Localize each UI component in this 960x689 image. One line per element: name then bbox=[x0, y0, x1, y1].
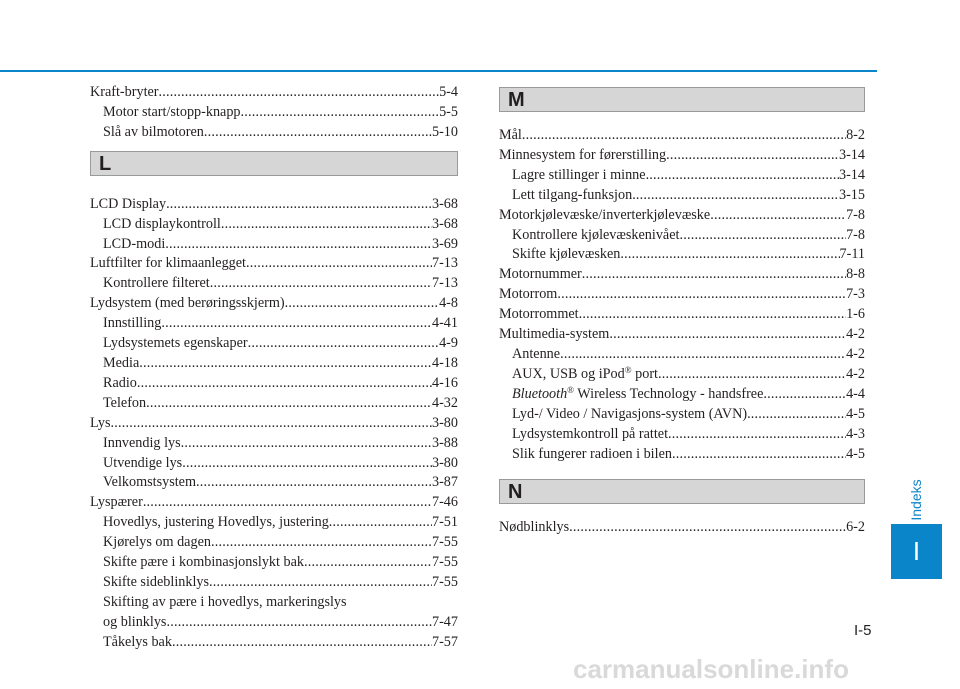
page-number: I-5 bbox=[854, 622, 872, 639]
index-subentry[interactable]: Motor start/stopp-knapp ..... 5-5 bbox=[90, 103, 458, 123]
index-subentry[interactable]: Hovedlys, justering Hovedlys, justering ..... 7-51 bbox=[90, 513, 458, 533]
index-entry[interactable]: Kraft-bryter ..... 5-4 bbox=[90, 83, 458, 103]
index-entry[interactable]: Lys ..... 3-80 bbox=[90, 414, 458, 434]
index-subentry[interactable]: Slik fungerer radioen i bilen ..... 4-5 bbox=[499, 445, 865, 465]
section-header-l: L bbox=[90, 151, 458, 176]
header-rule bbox=[0, 70, 877, 72]
index-entry[interactable]: Minnesystem for førerstilling ..... 3-14 bbox=[499, 146, 865, 166]
index-side-label: Indeks bbox=[908, 479, 924, 521]
section-header-m: M bbox=[499, 87, 865, 112]
index-entry[interactable]: Mål ..... 8-2 bbox=[499, 126, 865, 146]
index-entry[interactable]: Motorkjølevæske/inverterkjølevæske ..... 7-8 bbox=[499, 206, 865, 226]
index-entry[interactable]: LCD Display ..... 3-68 bbox=[90, 195, 458, 215]
index-subentry[interactable]: Telefon ..... 4-32 bbox=[90, 394, 458, 414]
index-subentry[interactable]: Skifting av pære i hovedlys, markeringslys bbox=[103, 593, 347, 610]
index-subentry[interactable]: og blinklys ..... 7-47 bbox=[90, 613, 458, 633]
index-entry[interactable]: Lyspærer ..... 7-46 bbox=[90, 493, 458, 513]
index-column-left bbox=[90, 83, 458, 653]
index-subentry[interactable]: Antenne ..... 4-2 bbox=[499, 345, 865, 365]
index-subentry[interactable]: Velkomstsystem ..... 3-87 bbox=[90, 473, 458, 493]
index-entry[interactable]: Nødblinklys ..... 6-2 bbox=[499, 518, 865, 538]
index-tab[interactable]: I bbox=[891, 524, 942, 579]
index-subentry[interactable]: Tåkelys bak ..... 7-57 bbox=[90, 633, 458, 653]
index-subentry[interactable]: Lyd-/ Video / Navigasjons-system (AVN) ..... 4-5 bbox=[499, 405, 865, 425]
index-subentry[interactable]: Kjørelys om dagen ..... 7-55 bbox=[90, 533, 458, 553]
index-subentry[interactable]: Innvendig lys ..... 3-88 bbox=[90, 434, 458, 454]
index-subentry[interactable]: Lagre stillinger i minne ..... 3-14 bbox=[499, 166, 865, 186]
index-subentry[interactable]: Slå av bilmotoren ..... 5-10 bbox=[90, 123, 458, 143]
watermark: carmanualsonline.info bbox=[573, 654, 849, 684]
index-entry[interactable]: Motornummer ..... 8-8 bbox=[499, 265, 865, 285]
index-subentry[interactable]: Kontrollere kjølevæskenivået ..... 7-8 bbox=[499, 226, 865, 246]
index-subentry[interactable]: Innstilling ..... 4-41 bbox=[90, 314, 458, 334]
index-entry[interactable]: Luftfilter for klimaanlegget ..... 7-13 bbox=[90, 254, 458, 274]
index-subentry[interactable]: Lydsystemets egenskaper ..... 4-9 bbox=[90, 334, 458, 354]
index-subentry[interactable]: Skifte kjølevæsken ..... 7-11 bbox=[499, 245, 865, 265]
index-subentry[interactable]: Skifte pære i kombinasjonslykt bak ..... 7-55 bbox=[90, 553, 458, 573]
index-column-right bbox=[499, 87, 865, 538]
index-subentry[interactable]: Bluetooth® Wireless Technology - handsfree ..... 4-4 bbox=[499, 385, 865, 405]
index-entry[interactable]: Motorrommet ..... 1-6 bbox=[499, 305, 865, 325]
index-subentry[interactable]: AUX, USB og iPod® port ..... 4-2 bbox=[499, 365, 865, 385]
index-entry[interactable]: Motorrom ..... 7-3 bbox=[499, 285, 865, 305]
index-subentry[interactable]: Media ..... 4-18 bbox=[90, 354, 458, 374]
section-header-n: N bbox=[499, 479, 865, 504]
index-entry[interactable]: Multimedia-system ..... 4-2 bbox=[499, 325, 865, 345]
index-subentry[interactable]: Skifte sideblinklys ..... 7-55 bbox=[90, 573, 458, 593]
index-subentry[interactable]: Lydsystemkontroll på rattet ..... 4-3 bbox=[499, 425, 865, 445]
index-entry[interactable]: Lydsystem (med berøringsskjerm) ..... 4-8 bbox=[90, 294, 458, 314]
index-subentry[interactable]: LCD displaykontroll ..... 3-68 bbox=[90, 215, 458, 235]
index-subentry[interactable]: Utvendige lys ..... 3-80 bbox=[90, 454, 458, 474]
index-subentry[interactable]: Kontrollere filteret ..... 7-13 bbox=[90, 274, 458, 294]
index-subentry[interactable]: Radio ..... 4-16 bbox=[90, 374, 458, 394]
index-subentry[interactable]: LCD-modi ..... 3-69 bbox=[90, 235, 458, 255]
index-subentry[interactable]: Lett tilgang-funksjon ..... 3-15 bbox=[499, 186, 865, 206]
